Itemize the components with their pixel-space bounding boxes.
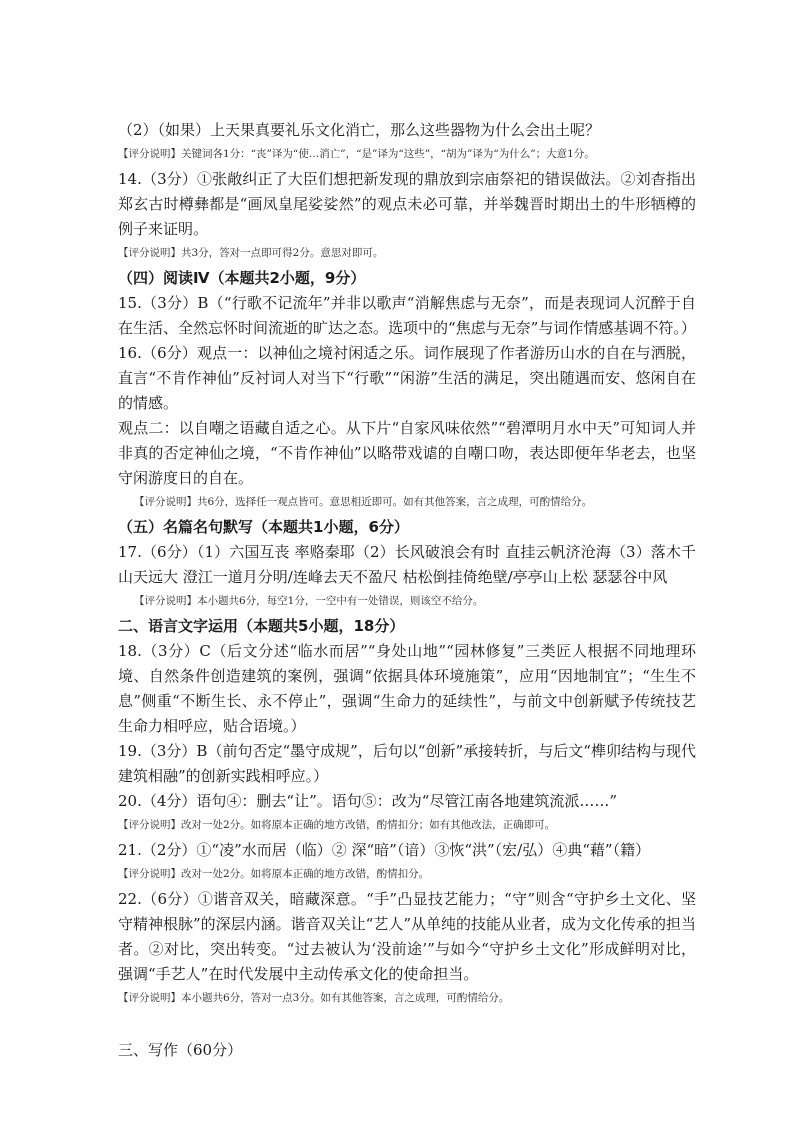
answer-19: 19.（3分）B（前句否定“墨守成规”，后句以“创新”承接转折，与后文“榫卯结构与现代建筑相融”的创新实践相呼应。） <box>118 742 696 785</box>
scoring-note: 【评分说明】共3分，答对一点即可得2分。意思对即可。 <box>118 247 384 259</box>
answer-13-2: （2）（如果）上天果真要礼乐文化消亡，那么这些器物为什么会出土呢？ <box>118 121 601 139</box>
answer-16-view-1: 16.（6分）观点一：以神仙之境衬闲适之乐。词作展现了作者游历山水的自在与洒脱，直言“不肯作神仙”反衬词人对当下“行歌”“闲游”生活的满足，突出随遇而安、悠闲自在的情感。 <box>118 344 696 412</box>
part-heading-writing: 三、写作（60分） <box>118 1041 243 1059</box>
answer-21: 21.（2分）①“凌”水而居（临）② 深“暗”（谙）③恢“洪”（宏/弘）④典“藉”（籍） <box>118 841 651 859</box>
answer-14: 14.（3分）①张敞纠正了大臣们想把新发现的鼎放到宗庙祭祀的错误做法。②刘杳指出郑玄古时樽彝都是“画凤皇尾娑娑然”的观点未必可靠，并举魏晋时期出土的牛形牺樽的例子来证明。 <box>118 170 696 238</box>
answer-18: 18.（3分）C（后文分述“临水而居”“身处山地”“园林修复”三类匠人根据不同地理环境、自然条件创造建筑的案例，强调“依据具体环境施策”，应用“因地制宜”；“生生不息”侧重“不断生长、永不停止”，强调“生命力的延续性”，与前文中创新赋予传统技艺生命力相呼应，贴合语境。） <box>118 642 696 735</box>
section-heading-recitation: （五）名篇名句默写（本题共1小题，6分） <box>118 518 409 536</box>
answer-20: 20.（4分）语句④：删去“让”。语句⑤：改为“尽管江南各地建筑流派……” <box>118 792 618 810</box>
answer-22: 22.（6分）①谐音双关，暗藏深意。“手”凸显技艺能力；“守”则含“守护乡土文化、坚守精神根脉”的深层内涵。谐音双关让“艺人”从单纯的技能从业者，成为文化传承的担当者。②对比，突出转变。“过去被认为‘没前途’”与如今“守护乡土文化”形成鲜明对比，强调“手艺人”在时代发展中主动传承文化的使命担当。 <box>118 890 697 983</box>
answer-16-view-2: 观点二：以自嘲之语藏自适之心。从下片“自家风味依然”“碧潭明月水中天”可知词人并非真的否定神仙之境，“不肯作神仙”以略带戏谑的自嘲口吻，表达即便年华老去，也坚守闲游度日的自在。 <box>118 419 696 487</box>
scoring-note: 【评分说明】改对一处2分。如将原本正确的地方改错，酌情扣分。 <box>118 868 430 880</box>
scoring-note: 【评分说明】本小题共6分，每空1分，一空中有一处错误，则该空不给分。 <box>134 595 484 607</box>
answer-15: 15.（3分）B（“行歌不记流年”并非以歌声“消解焦虑与无奈”，而是表现词人沉醉于自在生活、全然忘怀时间流逝的旷达之态。选项中的“焦虑与无奈”与词作情感基调不符。） <box>118 294 696 337</box>
scoring-note: 【评分说明】共6分，选择任一观点皆可。意思相近即可。如有其他答案，言之成理，可酌情给分。 <box>134 496 593 508</box>
part-heading-language-use: 二、语言文字运用（本题共5小题，18分） <box>118 617 405 635</box>
section-heading-reading-4: （四）阅读Ⅳ（本题共2小题，9分） <box>118 269 366 287</box>
scoring-note: 【评分说明】改对一处2分。如将原本正确的地方改错，酌情扣分；如有其他改法，正确即可。 <box>118 819 556 831</box>
answer-content <box>118 118 696 1063</box>
scoring-note: 【评分说明】关键词各1分：“丧”译为“使…消亡”，“是”译为“这些”，“胡为”译为“为什么”；大意1分。 <box>118 148 595 160</box>
answer-17: 17.（6分）（1）六国互丧 率赂秦耶（2）长风破浪会有时 直挂云帆济沧海（3）落木千山天远大 澄江一道月分明/连峰去天不盈尺 枯松倒挂倚绝壁/亭亭山上松 瑟瑟谷中风 <box>118 543 696 586</box>
scoring-note: 【评分说明】本小题共6分，答对一点3分。如有其他答案，言之成理，可酌情给分。 <box>118 992 510 1004</box>
